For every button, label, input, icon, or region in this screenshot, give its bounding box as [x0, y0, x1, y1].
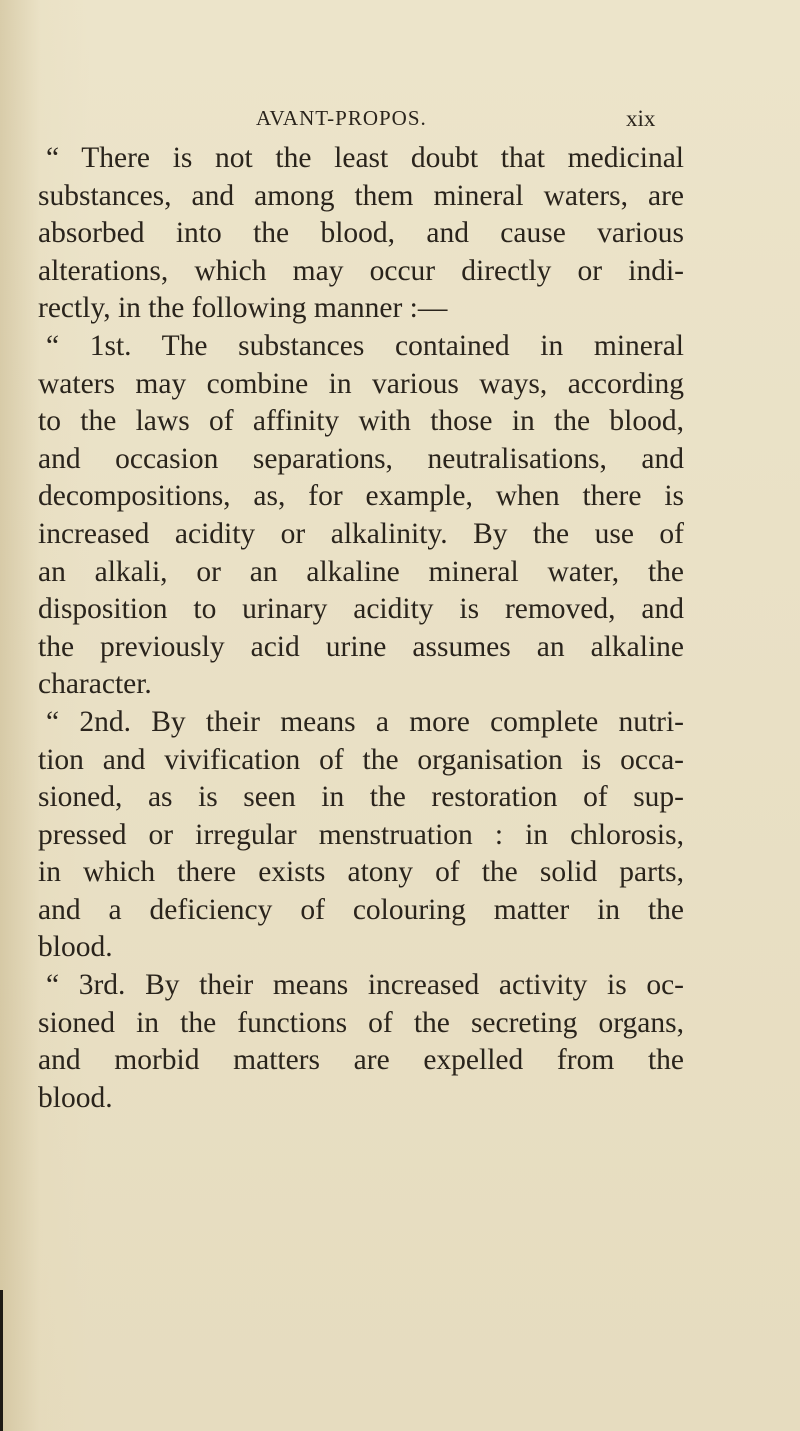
text-line: to the laws of affinity with those in the blood, — [38, 405, 684, 438]
text-line: waters may combine in various ways, according — [38, 367, 684, 400]
text-line: and a deficiency of colouring matter in the — [38, 893, 684, 926]
text-line: the previously acid urine assumes an alkaline — [38, 630, 684, 663]
text-line: and morbid matters are expelled from the — [38, 1044, 684, 1077]
body-text — [38, 140, 684, 1117]
page-number: xix — [626, 106, 656, 131]
text-line: an alkali, or an alkaline mineral water, the — [38, 555, 684, 588]
text-line: in which there exists atony of the solid parts, — [38, 856, 684, 889]
text-line: absorbed into the blood, and cause various — [38, 217, 684, 250]
paragraph-first — [38, 328, 684, 704]
text-line: “ There is not the least doubt that medicinal — [46, 142, 684, 174]
text-line: “ 3rd. By their means increased activity is oc- — [46, 969, 684, 1002]
text-line: substances, and among them mineral waters, are — [38, 179, 684, 212]
paragraph-second — [38, 704, 684, 967]
paragraph-third — [38, 967, 684, 1117]
text-line: pressed or irregular menstruation : in chlorosis, — [38, 818, 684, 851]
text-line: alterations, which may occur directly or indi- — [38, 254, 684, 287]
running-head: AVANT-PROPOS. — [256, 106, 427, 130]
text-line: blood. — [38, 1081, 113, 1114]
text-line: sioned in the functions of the secreting organs, — [38, 1006, 684, 1039]
text-line: sioned, as is seen in the restoration of sup- — [38, 781, 684, 814]
text-line: and occasion separations, neutralisations, and — [38, 442, 684, 475]
text-line: blood. — [38, 931, 113, 964]
text-line: “ 2nd. By their means a more complete nutri- — [46, 705, 684, 738]
text-line: disposition to urinary acidity is removed, and — [38, 593, 684, 626]
text-line: rectly, in the following manner :— — [38, 292, 448, 325]
paragraph-intro — [38, 140, 684, 328]
text-line: tion and vivification of the organisation is occa- — [38, 743, 684, 776]
text-line: decompositions, as, for example, when there is — [38, 480, 684, 513]
page-edge-shadow — [0, 1290, 3, 1431]
text-line: “ 1st. The substances contained in mineral — [46, 329, 684, 362]
text-line: increased acidity or alkalinity. By the use of — [38, 517, 684, 550]
text-line: character. — [38, 668, 152, 701]
page-header — [0, 106, 800, 136]
